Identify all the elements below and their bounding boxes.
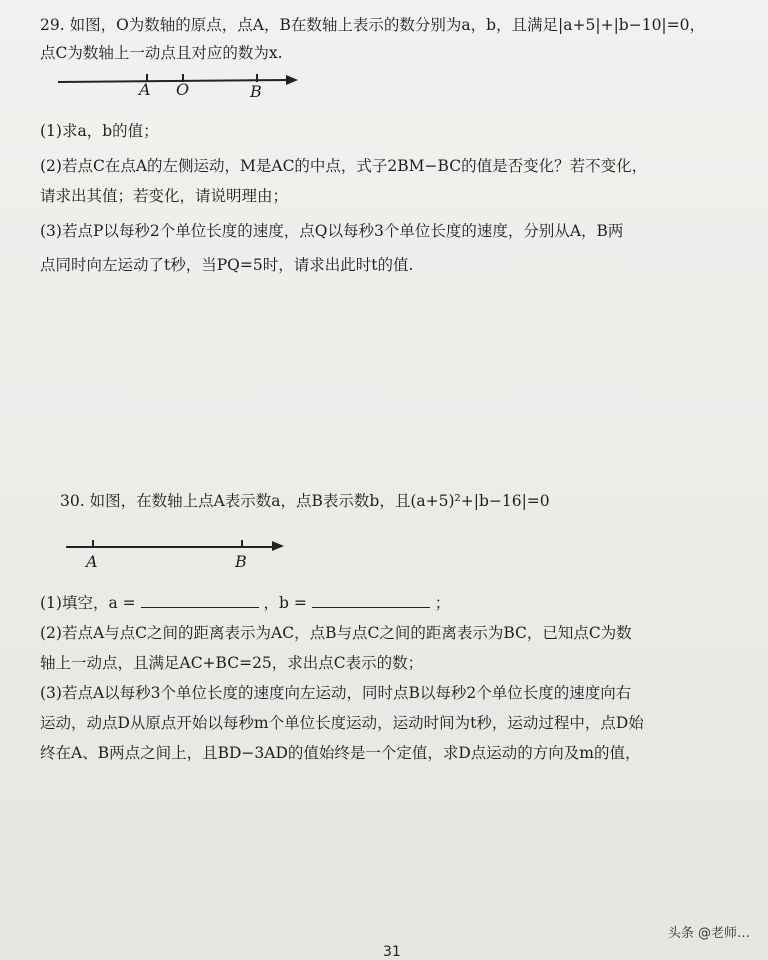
answer-blank-a[interactable] — [141, 593, 259, 608]
q29-part3-line1: (3)若点P以每秒2个单位长度的速度，点Q以每秒3个单位长度的速度，分别从A，B两 — [40, 222, 624, 240]
q29-point-b-label: B — [250, 82, 262, 101]
q29-point-a-label: A — [139, 80, 151, 99]
q30-point-a-label: A — [86, 552, 98, 571]
q29-part2-line2: 请求出其值；若变化，请说明理由； — [40, 187, 289, 205]
q30-line1 — [60, 490, 550, 512]
q30-part1-mid: ，b = — [263, 594, 307, 612]
q29-number: 29. — [40, 16, 65, 34]
q29-point-o-label: O — [176, 80, 190, 99]
q30-part2-line2: 轴上一动点，且满足AC+BC=25，求出点C表示的数； — [40, 654, 424, 672]
q30-part3-line2: 运动，动点D从原点开始以每秒m个单位长度运动，运动时间为t秒，运动过程中，点D始 — [40, 714, 644, 732]
q30-part1 — [40, 592, 450, 614]
q29-part1: (1)求a，b的值； — [40, 122, 159, 140]
q30-number: 30. — [60, 492, 85, 510]
q29-line2: 点C为数轴上一动点且对应的数为x. — [40, 44, 283, 62]
q30-part1-prefix: (1)填空，a = — [40, 594, 136, 612]
answer-blank-b[interactable] — [312, 593, 430, 608]
q30-part2-line1: (2)若点A与点C之间的距离表示为AC，点B与点C之间的距离表示为BC，已知点C为数 — [40, 624, 632, 642]
q30-stem: 如图，在数轴上点A表示数a，点B表示数b，且(a+5)²+|b−16|=0 — [89, 492, 550, 510]
q29-part2-line1: (2)若点C在点A的左侧运动，M是AC的中点，式子2BM−BC的值是否变化？若不变化， — [40, 157, 648, 175]
q30-point-b-label: B — [235, 552, 247, 571]
q29-part3-line2: 点同时向左运动了t秒，当PQ=5时，请求出此时t的值. — [40, 256, 414, 274]
q30-part3-line1: (3)若点A以每秒3个单位长度的速度向左运动，同时点B以每秒2个单位长度的速度向右 — [40, 684, 632, 702]
q30-part1-end: ； — [434, 594, 451, 612]
q29-line1 — [40, 14, 705, 36]
watermark-text: 头条 @老师… — [667, 926, 750, 941]
page-number: 31 — [383, 944, 401, 960]
q30-part3-line3: 终在A、B两点之间上，且BD−3AD的值始终是一个定值，求D点运动的方向及m的值， — [40, 744, 641, 762]
q29-stem-1: 如图，O为数轴的原点，点A，B在数轴上表示的数分别为a，b，且满足|a+5|+|b−10|=0， — [69, 16, 705, 34]
